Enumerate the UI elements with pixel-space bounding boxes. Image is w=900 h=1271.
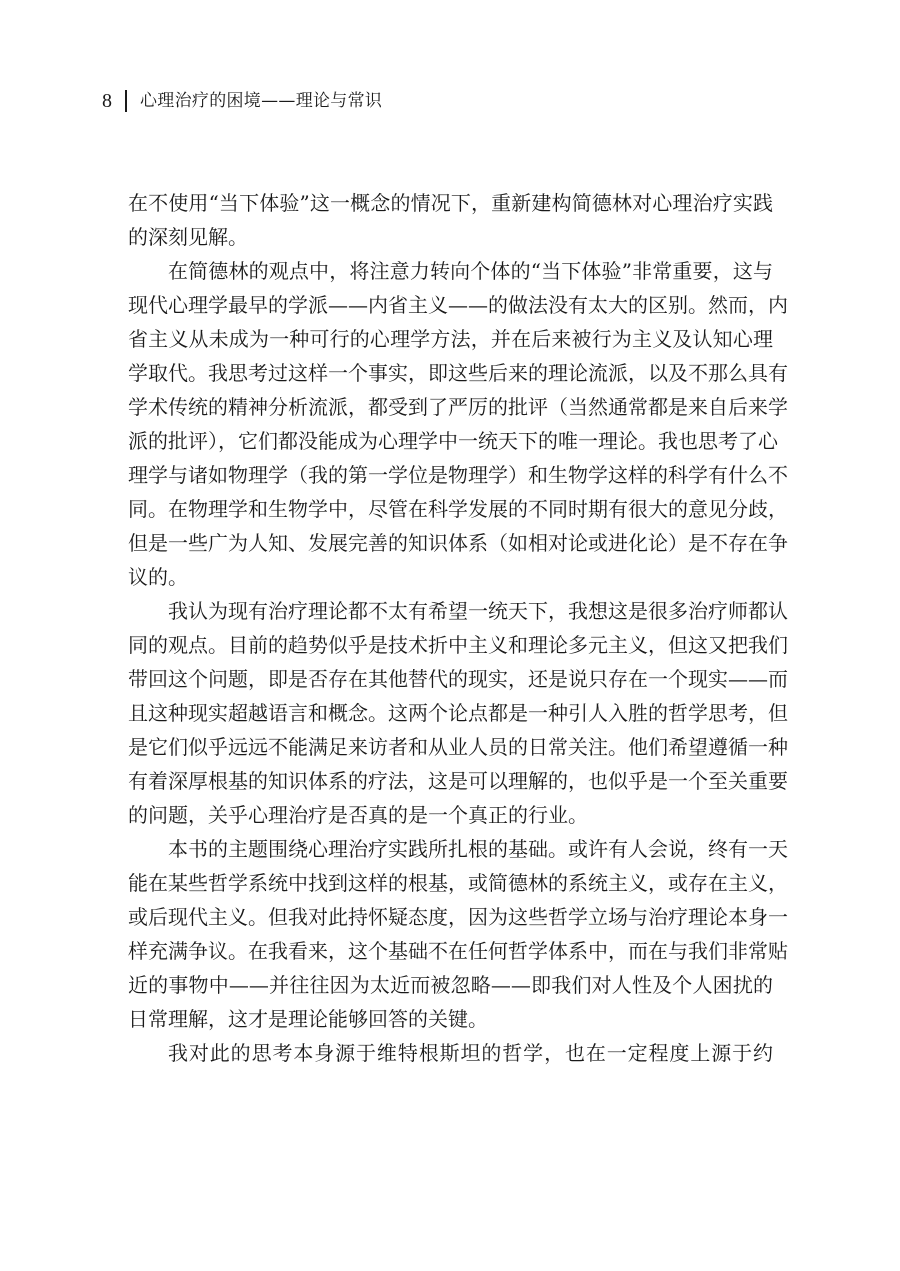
running-title: 心理治疗的困境——理论与常识	[140, 91, 383, 111]
paragraph	[128, 186, 773, 254]
paragraph	[128, 594, 788, 832]
text-line: 派的批评），它们都没能成为心理学中一统天下的唯一理论。我也思考了心	[128, 429, 778, 453]
header-divider	[125, 90, 127, 112]
text-line: 在简德林的观点中，将注意力转向个体的“当下体验”非常重要，这与	[168, 259, 773, 283]
running-head	[102, 86, 382, 116]
text-line: 理学与诸如物理学（我的第一学位是物理学）和生物学这样的科学有什么不	[128, 463, 788, 487]
text-line: 议的。	[128, 565, 188, 589]
text-line: 现代心理学最早的学派——内省主义——的做法没有太大的区别。然而，内	[128, 293, 788, 317]
page-number: 8	[102, 90, 112, 112]
text-line: 的深刻见解。	[128, 225, 248, 249]
text-line: 学取代。我思考过这样一个事实，即这些后来的理论流派，以及不那么具有	[128, 361, 788, 385]
text-line: 省主义从未成为一种可行的心理学方法，并在后来被行为主义及认知心理	[128, 327, 773, 351]
text-line: 的问题，关乎心理治疗是否真的是一个真正的行业。	[128, 803, 588, 827]
text-line: 样充满争议。在我看来，这个基础不在任何哲学体系中，而在与我们非常贴	[128, 939, 788, 963]
text-line: 同。在物理学和生物学中，尽管在科学发展的不同时期有很大的意见分歧，	[128, 497, 788, 521]
paragraph	[128, 1036, 773, 1070]
text-line: 学术传统的精神分析流派，都受到了严厉的批评（当然通常都是来自后来学	[128, 395, 788, 419]
text-line: 同的观点。目前的趋势似乎是技术折中主义和理论多元主义，但这又把我们	[128, 633, 788, 657]
text-line: 有着深厚根基的知识体系的疗法，这是可以理解的，也似乎是一个至关重要	[128, 769, 788, 793]
text-line: 是它们似乎远远不能满足来访者和从业人员的日常关注。他们希望遵循一种	[128, 735, 788, 759]
paragraph	[128, 254, 788, 594]
text-line: 或后现代主义。但我对此持怀疑态度，因为这些哲学立场与治疗理论本身一	[128, 905, 788, 929]
paragraph	[128, 832, 788, 1036]
text-line: 本书的主题围绕心理治疗实践所扎根的基础。或许有人会说，终有一天	[168, 837, 788, 861]
text-line: 近的事物中——并往往因为太近而被忽略——即我们对人性及个人困扰的	[128, 973, 773, 997]
text-line: 能在某些哲学系统中找到这样的根基，或简德林的系统主义，或存在主义，	[128, 871, 788, 895]
text-line: 日常理解，这才是理论能够回答的关键。	[128, 1007, 488, 1031]
text-line: 在不使用“当下体验”这一概念的情况下，重新建构简德林对心理治疗实践	[128, 191, 773, 215]
text-line: 带回这个问题，即是否存在其他替代的现实，还是说只存在一个现实——而	[128, 667, 788, 691]
text-line: 且这种现实超越语言和概念。这两个论点都是一种引人入胜的哲学思考，但	[128, 701, 788, 725]
text-line: 但是一些广为人知、发展完善的知识体系（如相对论或进化论）是不存在争	[128, 531, 788, 555]
text-line: 我对此的思考本身源于维特根斯坦的哲学，也在一定程度上源于约	[168, 1041, 773, 1065]
body-text	[128, 186, 788, 1070]
text-line: 我认为现有治疗理论都不太有希望一统天下，我想这是很多治疗师都认	[168, 599, 788, 623]
